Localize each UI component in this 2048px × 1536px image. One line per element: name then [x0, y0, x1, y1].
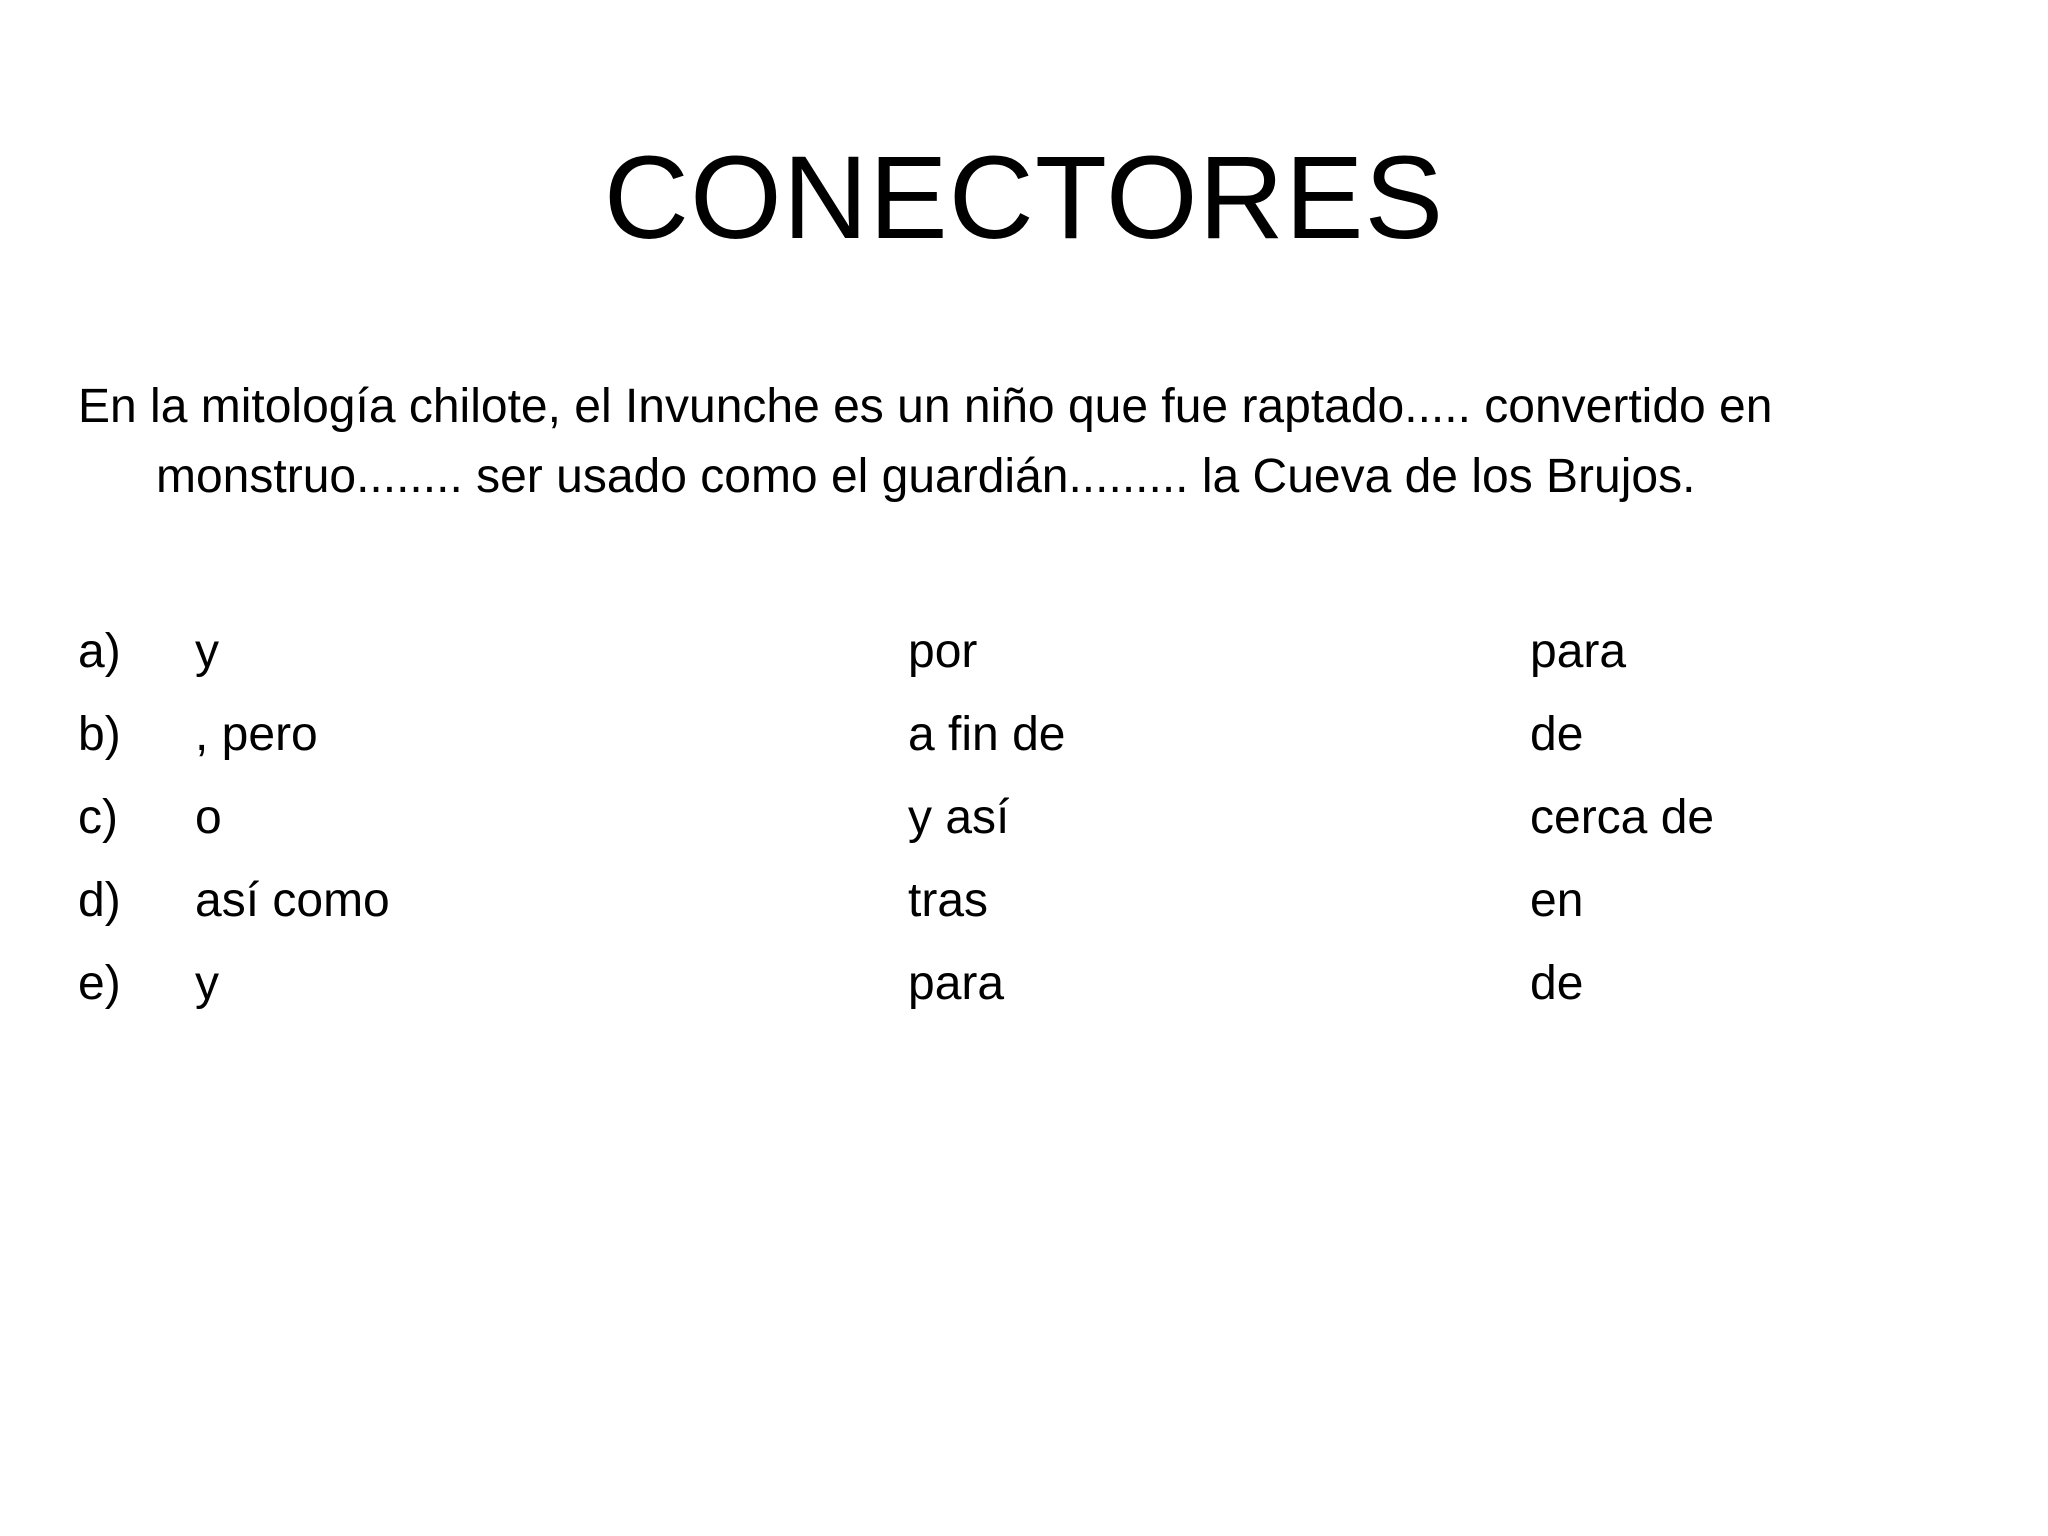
- option-letter: d): [78, 874, 121, 927]
- option-connector-1: y: [195, 625, 219, 678]
- option-connector-3: de: [1530, 708, 1584, 761]
- option-e: [78, 942, 1978, 1025]
- option-letter: c): [78, 791, 118, 844]
- question-text: [78, 372, 1978, 512]
- option-connector-2: para: [908, 957, 1005, 1010]
- option-connector-1: así como: [195, 874, 390, 927]
- option-connector-3: cerca de: [1530, 791, 1715, 844]
- option-connector-3: de: [1530, 957, 1584, 1010]
- option-connector-1: , pero: [195, 708, 318, 761]
- option-connector-1: y: [195, 957, 219, 1010]
- question-line-1: En la mitología chilote, el Invunche es un niño que fue raptado..... convertido en: [78, 380, 1773, 433]
- option-letter: e): [78, 957, 121, 1010]
- option-connector-3: para: [1530, 625, 1627, 678]
- option-b: [78, 693, 1978, 776]
- option-letter: b): [78, 708, 121, 761]
- slide-title: CONECTORES: [603, 132, 1445, 264]
- option-connector-2: por: [908, 625, 978, 678]
- answer-options: [78, 610, 1978, 1025]
- option-a: [78, 610, 1978, 693]
- option-connector-3: en: [1530, 874, 1584, 927]
- option-connector-2: tras: [908, 874, 989, 927]
- option-d: [78, 859, 1978, 942]
- option-connector-2: a fin de: [908, 708, 1066, 761]
- option-letter: a): [78, 625, 121, 678]
- question-line-2: monstruo........ ser usado como el guardián......... la Cueva de los Brujos.: [156, 450, 1696, 503]
- option-connector-1: o: [195, 791, 222, 844]
- option-c: [78, 776, 1978, 859]
- option-connector-2: y así: [908, 791, 1010, 844]
